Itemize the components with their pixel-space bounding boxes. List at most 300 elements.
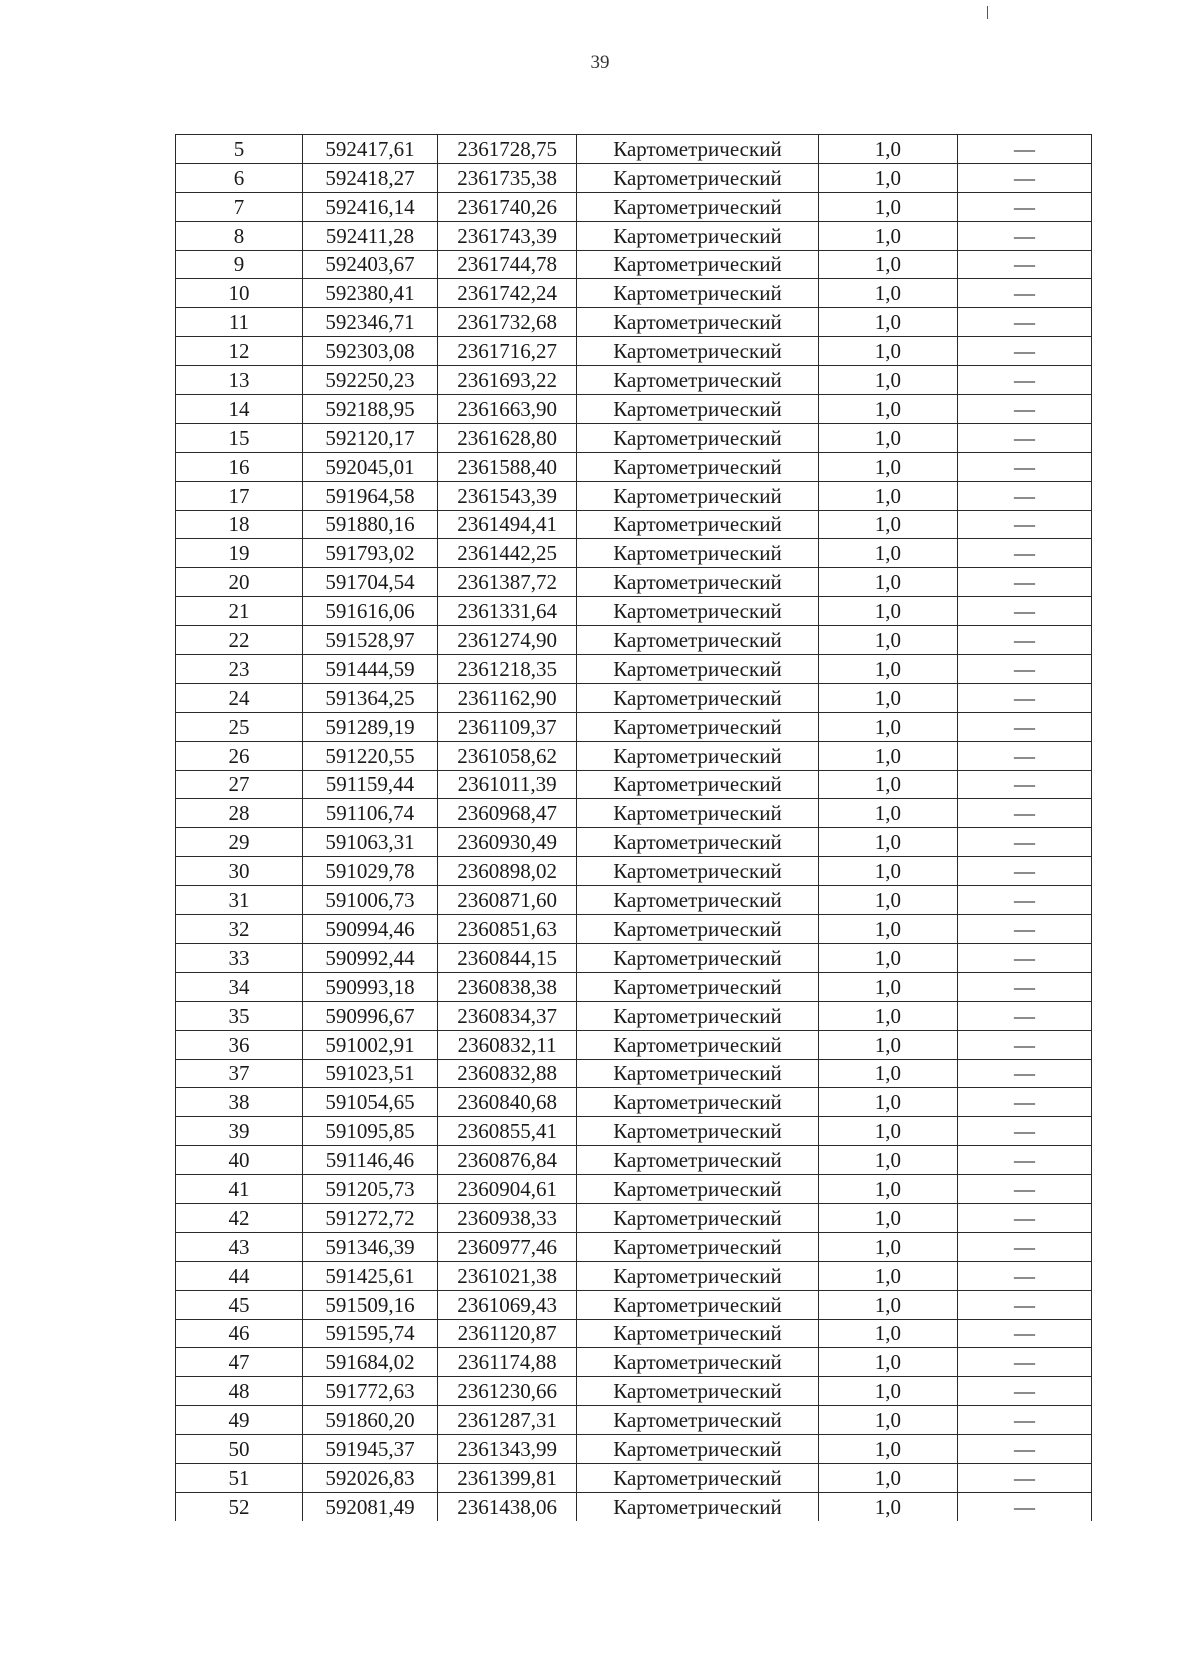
x-coordinate-cell: 591509,16 (302, 1290, 437, 1319)
point-number-cell: 12 (176, 337, 303, 366)
accuracy-cell: 1,0 (818, 568, 957, 597)
accuracy-cell: 1,0 (818, 481, 957, 510)
y-coordinate-cell: 2361628,80 (438, 423, 577, 452)
point-number-cell: 31 (176, 886, 303, 915)
point-number-cell: 26 (176, 741, 303, 770)
x-coordinate-cell: 591095,85 (302, 1117, 437, 1146)
y-coordinate-cell: 2360840,68 (438, 1088, 577, 1117)
accuracy-cell: 1,0 (818, 250, 957, 279)
note-cell: — (957, 828, 1091, 857)
accuracy-cell: 1,0 (818, 395, 957, 424)
table-row (176, 972, 1092, 1001)
method-cell: Картометрический (577, 250, 819, 279)
y-coordinate-cell: 2361120,87 (438, 1319, 577, 1348)
y-coordinate-cell: 2361021,38 (438, 1261, 577, 1290)
table-row (176, 395, 1092, 424)
table-row (176, 770, 1092, 799)
y-coordinate-cell: 2361742,24 (438, 279, 577, 308)
x-coordinate-cell: 591159,44 (302, 770, 437, 799)
table-row (176, 857, 1092, 886)
table-row (176, 1319, 1092, 1348)
accuracy-cell: 1,0 (818, 828, 957, 857)
y-coordinate-cell: 2361744,78 (438, 250, 577, 279)
point-number-cell: 43 (176, 1232, 303, 1261)
y-coordinate-cell: 2360938,33 (438, 1203, 577, 1232)
method-cell: Картометрический (577, 1175, 819, 1204)
table-row (176, 1406, 1092, 1435)
note-cell: — (957, 1117, 1091, 1146)
accuracy-cell: 1,0 (818, 539, 957, 568)
y-coordinate-cell: 2360844,15 (438, 943, 577, 972)
y-coordinate-cell: 2360898,02 (438, 857, 577, 886)
accuracy-cell: 1,0 (818, 163, 957, 192)
x-coordinate-cell: 591880,16 (302, 510, 437, 539)
x-coordinate-cell: 591444,59 (302, 655, 437, 684)
x-coordinate-cell: 591346,39 (302, 1232, 437, 1261)
y-coordinate-cell: 2361274,90 (438, 626, 577, 655)
method-cell: Картометрический (577, 1406, 819, 1435)
table-row (176, 481, 1092, 510)
point-number-cell: 50 (176, 1435, 303, 1464)
y-coordinate-cell: 2361494,41 (438, 510, 577, 539)
page-number: 39 (590, 52, 610, 73)
method-cell: Картометрический (577, 655, 819, 684)
accuracy-cell: 1,0 (818, 799, 957, 828)
x-coordinate-cell: 591002,91 (302, 1030, 437, 1059)
x-coordinate-cell: 592250,23 (302, 366, 437, 395)
coordinates-table (175, 134, 1092, 1521)
point-number-cell: 7 (176, 192, 303, 221)
point-number-cell: 15 (176, 423, 303, 452)
method-cell: Картометрический (577, 1319, 819, 1348)
table-row (176, 423, 1092, 452)
x-coordinate-cell: 592418,27 (302, 163, 437, 192)
method-cell: Картометрический (577, 1203, 819, 1232)
note-cell: — (957, 799, 1091, 828)
x-coordinate-cell: 591029,78 (302, 857, 437, 886)
table-row (176, 221, 1092, 250)
x-coordinate-cell: 591063,31 (302, 828, 437, 857)
note-cell: — (957, 1406, 1091, 1435)
method-cell: Картометрический (577, 1290, 819, 1319)
method-cell: Картометрический (577, 712, 819, 741)
note-cell: — (957, 1463, 1091, 1492)
method-cell: Картометрический (577, 1348, 819, 1377)
y-coordinate-cell: 2360851,63 (438, 915, 577, 944)
point-number-cell: 21 (176, 597, 303, 626)
point-number-cell: 34 (176, 972, 303, 1001)
table-row (176, 915, 1092, 944)
note-cell: — (957, 1290, 1091, 1319)
x-coordinate-cell: 590996,67 (302, 1001, 437, 1030)
accuracy-cell: 1,0 (818, 655, 957, 684)
note-cell: — (957, 1319, 1091, 1348)
y-coordinate-cell: 2360832,11 (438, 1030, 577, 1059)
point-number-cell: 8 (176, 221, 303, 250)
y-coordinate-cell: 2361174,88 (438, 1348, 577, 1377)
table-row (176, 1261, 1092, 1290)
x-coordinate-cell: 592380,41 (302, 279, 437, 308)
note-cell: — (957, 135, 1091, 164)
method-cell: Картометрический (577, 366, 819, 395)
note-cell: — (957, 279, 1091, 308)
point-number-cell: 17 (176, 481, 303, 510)
table-row (176, 886, 1092, 915)
x-coordinate-cell: 592120,17 (302, 423, 437, 452)
table-row (176, 1290, 1092, 1319)
note-cell: — (957, 857, 1091, 886)
note-cell: — (957, 1059, 1091, 1088)
table-row (176, 712, 1092, 741)
method-cell: Картометрический (577, 1030, 819, 1059)
table-row (176, 366, 1092, 395)
point-number-cell: 49 (176, 1406, 303, 1435)
coordinates-table-body (176, 135, 1092, 1521)
method-cell: Картометрический (577, 1377, 819, 1406)
accuracy-cell: 1,0 (818, 308, 957, 337)
accuracy-cell: 1,0 (818, 915, 957, 944)
note-cell: — (957, 1435, 1091, 1464)
method-cell: Картометрический (577, 539, 819, 568)
accuracy-cell: 1,0 (818, 1232, 957, 1261)
point-number-cell: 28 (176, 799, 303, 828)
note-cell: — (957, 1030, 1091, 1059)
table-row (176, 337, 1092, 366)
note-cell: — (957, 1377, 1091, 1406)
point-number-cell: 5 (176, 135, 303, 164)
accuracy-cell: 1,0 (818, 1030, 957, 1059)
method-cell: Картометрический (577, 135, 819, 164)
x-coordinate-cell: 592346,71 (302, 308, 437, 337)
method-cell: Картометрический (577, 770, 819, 799)
method-cell: Картометрический (577, 308, 819, 337)
y-coordinate-cell: 2361740,26 (438, 192, 577, 221)
accuracy-cell: 1,0 (818, 1001, 957, 1030)
method-cell: Картометрический (577, 626, 819, 655)
accuracy-cell: 1,0 (818, 1175, 957, 1204)
table-row (176, 568, 1092, 597)
method-cell: Картометрический (577, 1001, 819, 1030)
x-coordinate-cell: 591425,61 (302, 1261, 437, 1290)
table-row (176, 1348, 1092, 1377)
accuracy-cell: 1,0 (818, 1377, 957, 1406)
table-row (176, 1232, 1092, 1261)
x-coordinate-cell: 590993,18 (302, 972, 437, 1001)
note-cell: — (957, 568, 1091, 597)
point-number-cell: 37 (176, 1059, 303, 1088)
accuracy-cell: 1,0 (818, 741, 957, 770)
y-coordinate-cell: 2361716,27 (438, 337, 577, 366)
accuracy-cell: 1,0 (818, 1117, 957, 1146)
y-coordinate-cell: 2361693,22 (438, 366, 577, 395)
x-coordinate-cell: 592081,49 (302, 1492, 437, 1520)
accuracy-cell: 1,0 (818, 1146, 957, 1175)
x-coordinate-cell: 591006,73 (302, 886, 437, 915)
accuracy-cell: 1,0 (818, 1290, 957, 1319)
note-cell: — (957, 539, 1091, 568)
method-cell: Картометрический (577, 741, 819, 770)
point-number-cell: 24 (176, 683, 303, 712)
method-cell: Картометрический (577, 857, 819, 886)
table-row (176, 626, 1092, 655)
point-number-cell: 42 (176, 1203, 303, 1232)
y-coordinate-cell: 2361331,64 (438, 597, 577, 626)
table-row (176, 1088, 1092, 1117)
x-coordinate-cell: 591054,65 (302, 1088, 437, 1117)
point-number-cell: 10 (176, 279, 303, 308)
note-cell: — (957, 366, 1091, 395)
accuracy-cell: 1,0 (818, 135, 957, 164)
table-row (176, 1117, 1092, 1146)
method-cell: Картометрический (577, 1059, 819, 1088)
point-number-cell: 18 (176, 510, 303, 539)
x-coordinate-cell: 591146,46 (302, 1146, 437, 1175)
x-coordinate-cell: 592417,61 (302, 135, 437, 164)
point-number-cell: 14 (176, 395, 303, 424)
x-coordinate-cell: 592026,83 (302, 1463, 437, 1492)
accuracy-cell: 1,0 (818, 221, 957, 250)
note-cell: — (957, 886, 1091, 915)
x-coordinate-cell: 591023,51 (302, 1059, 437, 1088)
table-row (176, 1435, 1092, 1464)
point-number-cell: 46 (176, 1319, 303, 1348)
method-cell: Картометрический (577, 1261, 819, 1290)
y-coordinate-cell: 2360871,60 (438, 886, 577, 915)
point-number-cell: 23 (176, 655, 303, 684)
x-coordinate-cell: 591772,63 (302, 1377, 437, 1406)
note-cell: — (957, 308, 1091, 337)
y-coordinate-cell: 2361343,99 (438, 1435, 577, 1464)
accuracy-cell: 1,0 (818, 1088, 957, 1117)
accuracy-cell: 1,0 (818, 192, 957, 221)
point-number-cell: 13 (176, 366, 303, 395)
note-cell: — (957, 163, 1091, 192)
table-row (176, 1377, 1092, 1406)
point-number-cell: 44 (176, 1261, 303, 1290)
note-cell: — (957, 423, 1091, 452)
accuracy-cell: 1,0 (818, 886, 957, 915)
y-coordinate-cell: 2361588,40 (438, 452, 577, 481)
accuracy-cell: 1,0 (818, 1348, 957, 1377)
y-coordinate-cell: 2360930,49 (438, 828, 577, 857)
x-coordinate-cell: 590994,46 (302, 915, 437, 944)
x-coordinate-cell: 592045,01 (302, 452, 437, 481)
point-number-cell: 20 (176, 568, 303, 597)
note-cell: — (957, 221, 1091, 250)
table-row (176, 250, 1092, 279)
y-coordinate-cell: 2360855,41 (438, 1117, 577, 1146)
table-row (176, 192, 1092, 221)
table-row (176, 539, 1092, 568)
point-number-cell: 11 (176, 308, 303, 337)
x-coordinate-cell: 591616,06 (302, 597, 437, 626)
accuracy-cell: 1,0 (818, 1492, 957, 1520)
accuracy-cell: 1,0 (818, 1203, 957, 1232)
point-number-cell: 16 (176, 452, 303, 481)
method-cell: Картометрический (577, 481, 819, 510)
note-cell: — (957, 481, 1091, 510)
note-cell: — (957, 741, 1091, 770)
accuracy-cell: 1,0 (818, 1435, 957, 1464)
point-number-cell: 22 (176, 626, 303, 655)
table-row (176, 1175, 1092, 1204)
method-cell: Картометрический (577, 886, 819, 915)
y-coordinate-cell: 2361069,43 (438, 1290, 577, 1319)
y-coordinate-cell: 2361399,81 (438, 1463, 577, 1492)
scan-edge-mark (987, 6, 988, 19)
table-row (176, 135, 1092, 164)
x-coordinate-cell: 591684,02 (302, 1348, 437, 1377)
note-cell: — (957, 943, 1091, 972)
method-cell: Картометрический (577, 1435, 819, 1464)
table-row (176, 741, 1092, 770)
accuracy-cell: 1,0 (818, 423, 957, 452)
table-row (176, 1203, 1092, 1232)
note-cell: — (957, 1348, 1091, 1377)
point-number-cell: 25 (176, 712, 303, 741)
accuracy-cell: 1,0 (818, 1463, 957, 1492)
table-row (176, 799, 1092, 828)
method-cell: Картометрический (577, 452, 819, 481)
y-coordinate-cell: 2360832,88 (438, 1059, 577, 1088)
point-number-cell: 32 (176, 915, 303, 944)
note-cell: — (957, 1492, 1091, 1520)
y-coordinate-cell: 2361058,62 (438, 741, 577, 770)
point-number-cell: 41 (176, 1175, 303, 1204)
x-coordinate-cell: 591528,97 (302, 626, 437, 655)
y-coordinate-cell: 2361162,90 (438, 683, 577, 712)
table-row (176, 1492, 1092, 1520)
accuracy-cell: 1,0 (818, 683, 957, 712)
method-cell: Картометрический (577, 510, 819, 539)
accuracy-cell: 1,0 (818, 972, 957, 1001)
method-cell: Картометрический (577, 192, 819, 221)
note-cell: — (957, 1088, 1091, 1117)
method-cell: Картометрический (577, 1088, 819, 1117)
point-number-cell: 19 (176, 539, 303, 568)
y-coordinate-cell: 2361387,72 (438, 568, 577, 597)
note-cell: — (957, 770, 1091, 799)
accuracy-cell: 1,0 (818, 1261, 957, 1290)
x-coordinate-cell: 592411,28 (302, 221, 437, 250)
table-row (176, 1001, 1092, 1030)
method-cell: Картометрический (577, 943, 819, 972)
accuracy-cell: 1,0 (818, 770, 957, 799)
point-number-cell: 36 (176, 1030, 303, 1059)
x-coordinate-cell: 591364,25 (302, 683, 437, 712)
note-cell: — (957, 655, 1091, 684)
note-cell: — (957, 452, 1091, 481)
point-number-cell: 6 (176, 163, 303, 192)
table-row (176, 655, 1092, 684)
y-coordinate-cell: 2360968,47 (438, 799, 577, 828)
accuracy-cell: 1,0 (818, 1059, 957, 1088)
accuracy-cell: 1,0 (818, 337, 957, 366)
y-coordinate-cell: 2361442,25 (438, 539, 577, 568)
point-number-cell: 38 (176, 1088, 303, 1117)
point-number-cell: 45 (176, 1290, 303, 1319)
y-coordinate-cell: 2361438,06 (438, 1492, 577, 1520)
accuracy-cell: 1,0 (818, 279, 957, 308)
point-number-cell: 33 (176, 943, 303, 972)
accuracy-cell: 1,0 (818, 857, 957, 886)
y-coordinate-cell: 2360838,38 (438, 972, 577, 1001)
point-number-cell: 40 (176, 1146, 303, 1175)
table-row (176, 1146, 1092, 1175)
note-cell: — (957, 1001, 1091, 1030)
note-cell: — (957, 1232, 1091, 1261)
accuracy-cell: 1,0 (818, 597, 957, 626)
point-number-cell: 29 (176, 828, 303, 857)
point-number-cell: 27 (176, 770, 303, 799)
note-cell: — (957, 712, 1091, 741)
method-cell: Картометрический (577, 799, 819, 828)
point-number-cell: 9 (176, 250, 303, 279)
x-coordinate-cell: 590992,44 (302, 943, 437, 972)
method-cell: Картометрический (577, 1463, 819, 1492)
y-coordinate-cell: 2360977,46 (438, 1232, 577, 1261)
table-row (176, 452, 1092, 481)
y-coordinate-cell: 2360876,84 (438, 1146, 577, 1175)
accuracy-cell: 1,0 (818, 1319, 957, 1348)
note-cell: — (957, 597, 1091, 626)
point-number-cell: 39 (176, 1117, 303, 1146)
note-cell: — (957, 915, 1091, 944)
table-row (176, 1059, 1092, 1088)
point-number-cell: 30 (176, 857, 303, 886)
point-number-cell: 48 (176, 1377, 303, 1406)
x-coordinate-cell: 591272,72 (302, 1203, 437, 1232)
x-coordinate-cell: 591964,58 (302, 481, 437, 510)
x-coordinate-cell: 592416,14 (302, 192, 437, 221)
point-number-cell: 47 (176, 1348, 303, 1377)
accuracy-cell: 1,0 (818, 712, 957, 741)
method-cell: Картометрический (577, 337, 819, 366)
accuracy-cell: 1,0 (818, 1406, 957, 1435)
table-row (176, 163, 1092, 192)
table-row (176, 597, 1092, 626)
x-coordinate-cell: 591220,55 (302, 741, 437, 770)
table-row (176, 683, 1092, 712)
x-coordinate-cell: 591205,73 (302, 1175, 437, 1204)
x-coordinate-cell: 592188,95 (302, 395, 437, 424)
y-coordinate-cell: 2361735,38 (438, 163, 577, 192)
note-cell: — (957, 337, 1091, 366)
point-number-cell: 51 (176, 1463, 303, 1492)
x-coordinate-cell: 591289,19 (302, 712, 437, 741)
y-coordinate-cell: 2361543,39 (438, 481, 577, 510)
note-cell: — (957, 395, 1091, 424)
note-cell: — (957, 250, 1091, 279)
method-cell: Картометрический (577, 1117, 819, 1146)
method-cell: Картометрический (577, 1232, 819, 1261)
note-cell: — (957, 626, 1091, 655)
method-cell: Картометрический (577, 915, 819, 944)
point-number-cell: 35 (176, 1001, 303, 1030)
method-cell: Картометрический (577, 1492, 819, 1520)
note-cell: — (957, 510, 1091, 539)
method-cell: Картометрический (577, 972, 819, 1001)
x-coordinate-cell: 591945,37 (302, 1435, 437, 1464)
method-cell: Картометрический (577, 395, 819, 424)
table-row (176, 308, 1092, 337)
x-coordinate-cell: 591106,74 (302, 799, 437, 828)
table-row (176, 510, 1092, 539)
y-coordinate-cell: 2361218,35 (438, 655, 577, 684)
accuracy-cell: 1,0 (818, 626, 957, 655)
y-coordinate-cell: 2361743,39 (438, 221, 577, 250)
method-cell: Картометрический (577, 568, 819, 597)
